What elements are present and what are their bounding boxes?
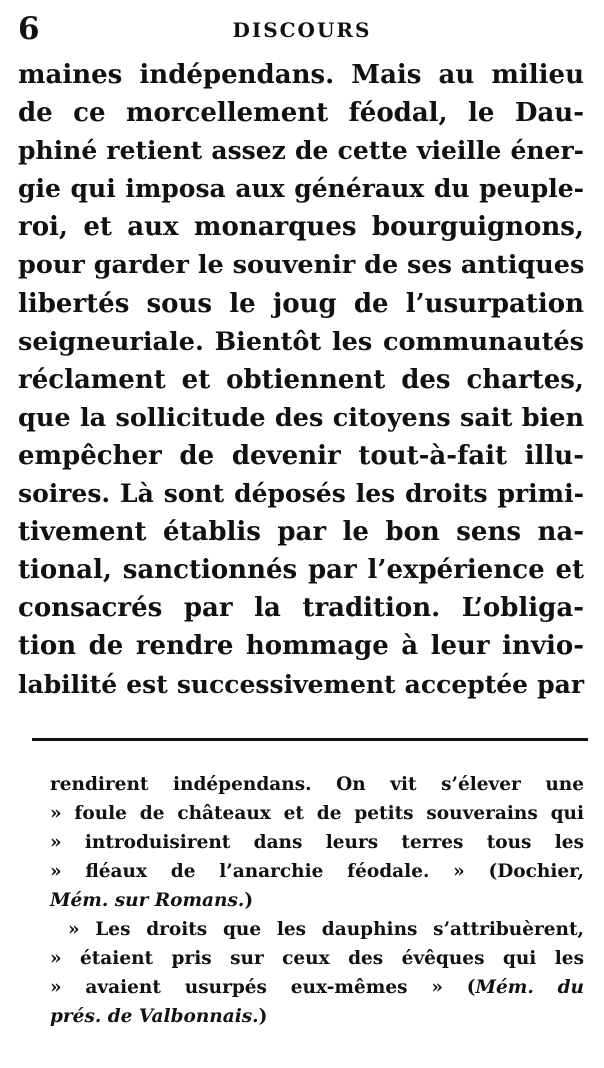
- footnote-line-5: [50, 886, 584, 915]
- footnote-line-6: » Les droits que les dauphins s’attribuèrent,: [68, 919, 584, 940]
- body-line-15: consacrés par la tradition. L’obliga-: [18, 593, 584, 624]
- body-line-17: labilité est successivement acceptée par: [18, 669, 584, 699]
- footnote-citation-valbonnais: prés. de Valbonnais.: [50, 1006, 259, 1027]
- footnote-line-1: rendirent indépendans. On vit s’élever une: [50, 774, 584, 795]
- main-text-block: [18, 56, 584, 704]
- body-line-9: réclament et obtiennent des chartes,: [18, 364, 584, 395]
- footnote-line-7: » étaient pris sur ceux des évêques qui les: [50, 948, 584, 969]
- footnote-line-9: [50, 1002, 584, 1031]
- running-title: DISCOURS: [232, 18, 372, 42]
- footnote-close-paren-2: ): [258, 1006, 268, 1027]
- footnote-line-3: » introduisirent dans leurs terres tous les: [50, 832, 584, 853]
- body-line-2: de ce morcellement féodal, le Dau-: [18, 98, 584, 129]
- body-line-10: que la sollicitude des citoyens sait bien: [18, 402, 584, 433]
- footnote-block: [50, 770, 584, 1031]
- body-line-3: phiné retient assez de cette vieille éner-: [18, 136, 584, 166]
- footnote-line-4: » fléaux de l’anarchie féodale. » (Dochier,: [50, 861, 584, 882]
- footnote-line-2: » foule de châteaux et de petits souverains qui: [50, 803, 584, 824]
- footnote-close-paren-1: ): [244, 890, 254, 911]
- body-line-14: tional, sanctionnés par l’expérience et: [18, 555, 584, 586]
- body-line-1: maines indépendans. Mais au milieu: [18, 60, 584, 90]
- footnote-separator-rule: [32, 738, 588, 741]
- footnote-citation-mem-du: Mém. du: [475, 977, 584, 998]
- body-line-4: gie qui imposa aux généraux du peuple-: [18, 174, 584, 204]
- body-line-16: tion de rendre hommage à leur invio-: [18, 631, 584, 662]
- body-line-8: seigneuriale. Bientôt les communautés: [18, 326, 584, 357]
- page-number: 6: [18, 11, 40, 47]
- body-line-5: roi, et aux monarques bourguignons,: [18, 212, 584, 243]
- body-line-12: soires. Là sont déposés les droits primi-: [18, 479, 584, 509]
- body-line-6: pour garder le souvenir de ses antiques: [18, 250, 585, 281]
- footnote-citation-romans: Mém. sur Romans.: [50, 890, 245, 911]
- body-line-13: tivement établis par le bon sens na-: [18, 517, 584, 548]
- body-line-11: empêcher de devenir tout-à-fait illu-: [18, 440, 584, 471]
- body-line-7: libertés sous le joug de l’usurpation: [18, 288, 584, 319]
- footnote-line-8: [50, 973, 584, 1002]
- footnote-line-8-text: » avaient usurpés eux-mêmes » (: [50, 977, 476, 998]
